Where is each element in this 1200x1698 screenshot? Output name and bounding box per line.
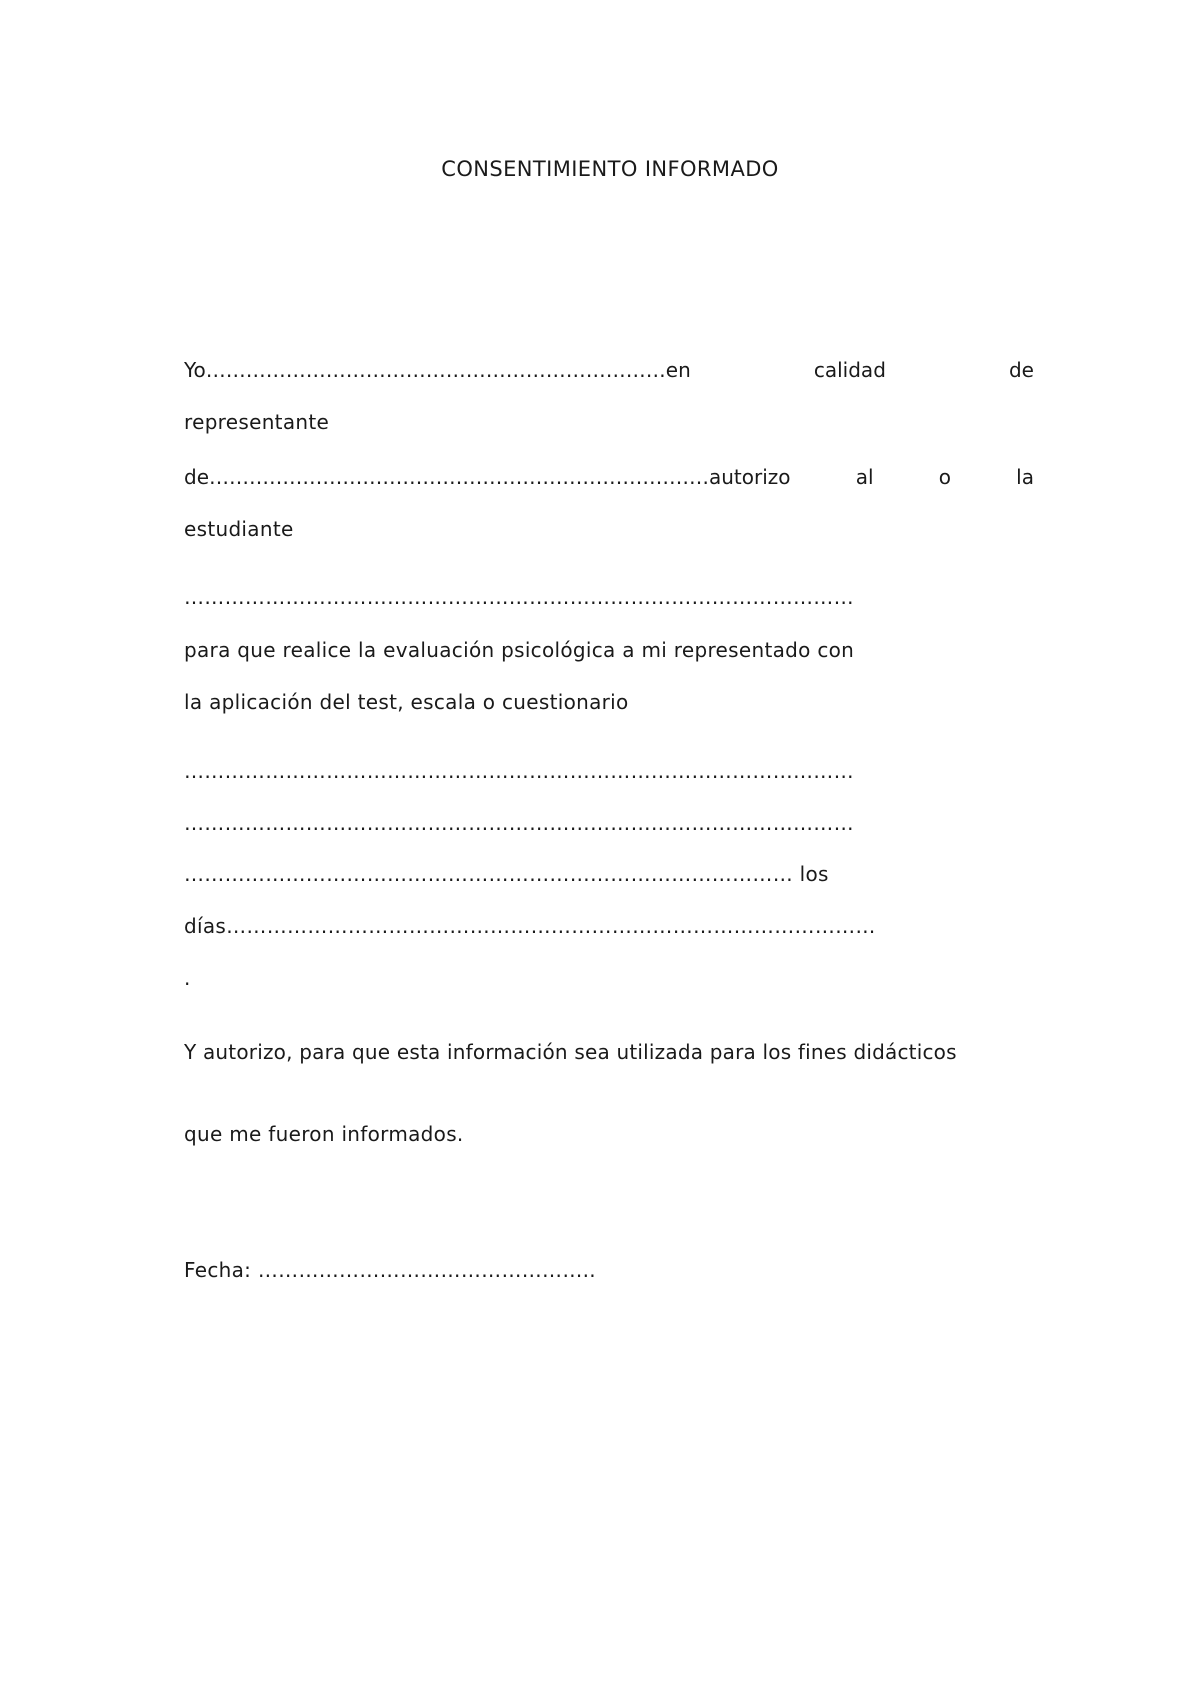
test-blank-3: ……………………………………………………………………………… los [184,862,829,886]
representative-name-blank: Yo……………………………………………………………en [184,358,691,382]
evaluation-text: para que realice la evaluación psicológica a mi representado con [184,638,855,662]
represented-line [184,465,1034,489]
estudiante-text: estudiante [184,517,294,541]
days-blank: días…………………………………………………………………………………… [184,914,876,938]
word-calidad: calidad [813,358,886,382]
authorization-paragraph: Y autorizo, para que esta información sea utilizada para los fines didácticos [184,1040,957,1064]
test-blank-2: ……………………………………………………………………………………… [184,811,854,835]
document-title: CONSENTIMIENTO INFORMADO [441,157,779,181]
representante-text: representante [184,410,330,434]
represented-name-blank: de…………………………………………………………………autorizo [184,465,791,489]
date-field: Fecha: ………………………………………….. [184,1258,596,1282]
application-text: la aplicación del test, escala o cuestionario [184,690,629,714]
word-al: al [855,465,874,489]
student-name-blank: ……………………………………………………………………………………… [184,585,854,609]
period-mark: . [184,966,191,990]
test-blank-1: ……………………………………………………………………………………… [184,759,854,783]
word-o: o [938,465,951,489]
word-la: la [1016,465,1034,489]
informed-text: que me fueron informados. [184,1122,464,1146]
word-de: de [1008,358,1034,382]
representative-line [184,358,1034,382]
